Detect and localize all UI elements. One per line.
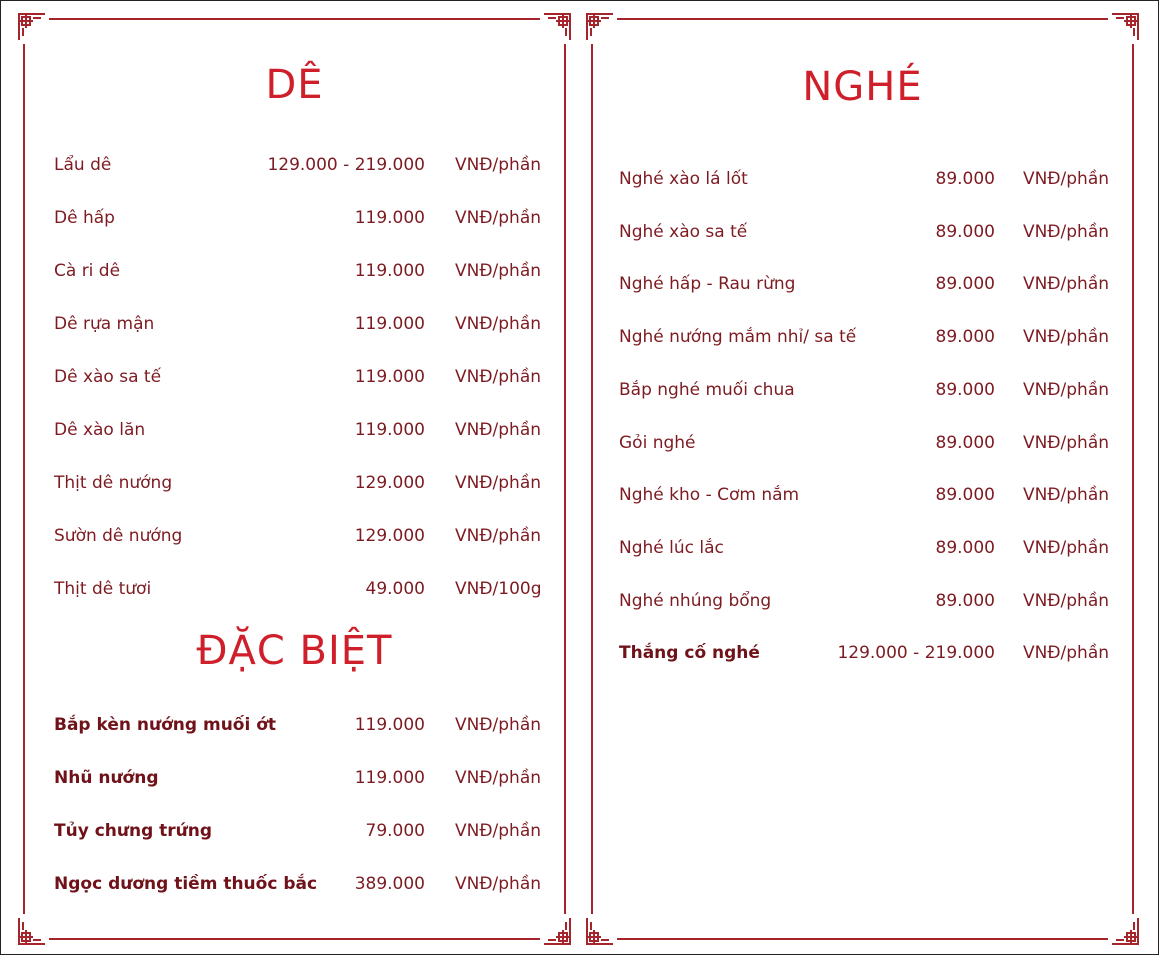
menu-item-price: 89.000 [935, 169, 995, 189]
menu-item-unit: VNĐ/phần [455, 821, 542, 841]
menu-item-unit: VNĐ/phần [1023, 485, 1110, 506]
section-title-nghe: NGHÉ [802, 64, 923, 110]
menu-item-row [25, 258, 564, 284]
menu-item-name: Dê hấp [54, 208, 115, 228]
menu-item-price: 119.000 [354, 208, 425, 228]
menu-item-unit: VNĐ/phần [455, 526, 542, 546]
menu-item-unit: VNĐ/phần [1023, 274, 1110, 295]
menu-item-unit: VNĐ/phần [1023, 221, 1110, 242]
menu-item-price: 119.000 [354, 420, 425, 440]
menu-item-unit: VNĐ/phần [1023, 643, 1110, 664]
menu-item-price: 119.000 [354, 715, 425, 735]
menu-item-name: Nghé hấp - Rau rừng [619, 274, 796, 295]
corner-ornament-icon [540, 10, 574, 44]
menu-item-row [25, 152, 564, 178]
section-title-special: ĐẶC BIỆT [196, 628, 393, 674]
menu-item-row [593, 166, 1132, 192]
menu-item-row [593, 588, 1132, 614]
menu-item-price: 129.000 [354, 473, 425, 493]
section-title-de: DÊ [265, 62, 324, 108]
menu-item-price: 129.000 [354, 526, 425, 546]
menu-item-row [593, 482, 1132, 508]
corner-ornament-icon [583, 914, 617, 948]
menu-item-row [593, 640, 1132, 666]
menu-item-unit: VNĐ/phần [455, 768, 542, 788]
menu-item-unit: VNĐ/phần [455, 155, 542, 175]
menu-item-row [593, 324, 1132, 350]
menu-panel-de [23, 18, 566, 940]
menu-item-row [593, 430, 1132, 456]
menu-item-name: Gỏi nghé [619, 432, 696, 453]
menu-item-row [25, 818, 564, 844]
menu-item-name: Nghé nướng mắm nhỉ/ sa tế [619, 327, 857, 348]
menu-item-row [25, 470, 564, 496]
menu-item-price: 89.000 [935, 221, 995, 242]
menu-item-row [593, 535, 1132, 561]
menu-item-unit: VNĐ/phần [455, 874, 542, 894]
menu-item-unit: VNĐ/phần [1023, 327, 1110, 348]
menu-item-unit: VNĐ/phần [455, 314, 542, 334]
menu-item-unit: VNĐ/phần [1023, 590, 1110, 611]
menu-item-name: Nhũ nướng [54, 768, 159, 788]
corner-ornament-icon [540, 914, 574, 948]
menu-item-name: Thịt dê tươi [54, 579, 152, 599]
menu-item-name: Dê rựa mận [54, 314, 155, 334]
menu-item-name: Thịt dê nướng [54, 473, 173, 493]
menu-item-row [593, 219, 1132, 245]
corner-ornament-icon [15, 914, 49, 948]
menu-item-unit: VNĐ/phần [455, 473, 542, 493]
menu-item-name: Nghé lúc lắc [619, 537, 724, 558]
menu-item-price: 89.000 [935, 537, 995, 558]
menu-item-row [25, 523, 564, 549]
menu-item-unit: VNĐ/phần [1023, 169, 1110, 189]
menu-item-row [25, 871, 564, 897]
menu-item-name: Cà ri dê [54, 261, 121, 281]
menu-item-name: Lẩu dê [54, 155, 112, 175]
menu-item-unit: VNĐ/phần [1023, 537, 1110, 558]
corner-ornament-icon [583, 10, 617, 44]
menu-item-row [25, 765, 564, 791]
menu-item-price: 119.000 [354, 261, 425, 281]
menu-item-unit: VNĐ/phần [455, 208, 542, 228]
menu-panel-nghe [591, 18, 1134, 940]
menu-item-price: 89.000 [935, 379, 995, 400]
menu-item-name: Nghé xào sa tế [619, 221, 748, 242]
menu-item-unit: VNĐ/phần [1023, 432, 1110, 453]
menu-item-unit: VNĐ/100g [455, 579, 542, 599]
menu-item-row [25, 364, 564, 390]
menu-item-row [25, 712, 564, 738]
menu-item-unit: VNĐ/phần [1023, 379, 1110, 400]
menu-item-name: Bắp nghé muối chua [619, 379, 795, 400]
corner-ornament-icon [15, 10, 49, 44]
menu-item-price: 389.000 [354, 874, 425, 894]
menu-item-unit: VNĐ/phần [455, 261, 542, 281]
menu-item-price: 49.000 [365, 579, 425, 599]
menu-item-row [593, 271, 1132, 297]
menu-item-price: 89.000 [935, 485, 995, 506]
menu-item-name: Ngọc dương tiềm thuốc bắc [54, 874, 318, 894]
menu-item-price: 129.000 - 219.000 [267, 155, 425, 175]
menu-item-name: Dê xào lăn [54, 420, 146, 440]
menu-item-price: 89.000 [935, 432, 995, 453]
menu-item-name: Nghé kho - Cơm nắm [619, 485, 800, 506]
menu-item-price: 119.000 [354, 367, 425, 387]
menu-item-name: Tủy chưng trứng [54, 821, 213, 841]
menu-item-name: Thắng cố nghé [619, 643, 760, 664]
menu-item-row [25, 576, 564, 602]
menu-item-price: 89.000 [935, 327, 995, 348]
menu-item-unit: VNĐ/phần [455, 715, 542, 735]
menu-item-name: Nghé xào lá lốt [619, 169, 748, 189]
menu-item-price: 129.000 - 219.000 [837, 643, 995, 664]
menu-item-name: Bắp kèn nướng muối ớt [54, 715, 277, 735]
menu-item-price: 79.000 [365, 821, 425, 841]
menu-item-price: 119.000 [354, 314, 425, 334]
menu-item-unit: VNĐ/phần [455, 420, 542, 440]
menu-item-price: 89.000 [935, 590, 995, 611]
menu-item-price: 89.000 [935, 274, 995, 295]
corner-ornament-icon [1108, 10, 1142, 44]
menu-item-name: Dê xào sa tế [54, 367, 162, 387]
menu-item-name: Nghé nhúng bổng [619, 590, 772, 611]
menu-item-row [25, 205, 564, 231]
menu-item-row [593, 377, 1132, 403]
menu-item-price: 119.000 [354, 768, 425, 788]
menu-item-row [25, 417, 564, 443]
menu-item-name: Sườn dê nướng [54, 526, 183, 546]
menu-item-unit: VNĐ/phần [455, 367, 542, 387]
menu-item-row [25, 311, 564, 337]
corner-ornament-icon [1108, 914, 1142, 948]
